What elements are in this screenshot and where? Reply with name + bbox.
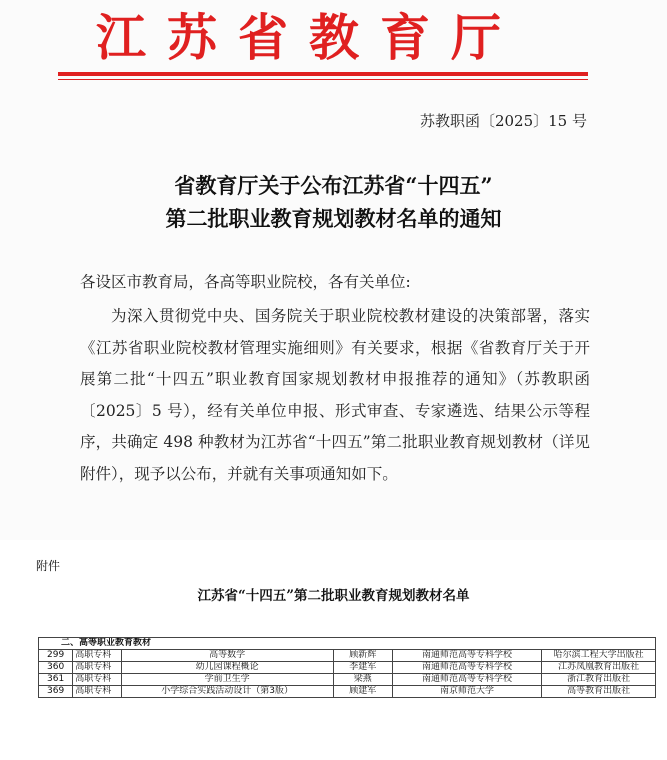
textbook-title: 幼儿园课程概论 <box>121 662 333 674</box>
notice-title-line-2: 第二批职业教育规划教材名单的通知 <box>165 206 502 231</box>
publisher: 高等教育出版社 <box>542 686 656 698</box>
education-level: 高职专科 <box>73 686 122 698</box>
chief-editor: 顾新辉 <box>333 650 392 662</box>
notice-title-line-1: 省教育厅关于公布江苏省“十四五” <box>174 173 493 198</box>
chief-editor: 梁燕 <box>333 674 392 686</box>
publisher: 浙江教育出版社 <box>542 674 656 686</box>
red-divider-thick <box>58 72 588 76</box>
document-number: 苏教职函〔2025〕15 号 <box>419 112 587 130</box>
row-number: 361 <box>39 674 73 686</box>
attachment-label: 附件 <box>36 559 61 573</box>
publisher: 江苏凤凰教育出版社 <box>542 662 656 674</box>
row-number: 360 <box>39 662 73 674</box>
row-number: 299 <box>39 650 73 662</box>
table-row <box>39 650 656 662</box>
textbook-title: 学前卫生学 <box>121 674 333 686</box>
section-header-row <box>39 638 656 650</box>
salutation: 各设区市教育局，各高等职业院校，各有关单位: <box>80 273 411 291</box>
table-row <box>39 662 656 674</box>
row-number: 369 <box>39 686 73 698</box>
institution: 南京师范大学 <box>392 686 541 698</box>
chief-editor: 顾建军 <box>333 686 392 698</box>
org-name: 江苏省教育厅 <box>96 8 522 67</box>
institution: 南通师范高等专科学校 <box>392 650 541 662</box>
section-title: 二、高等职业教育教材 <box>39 638 656 650</box>
institution: 南通师范高等专科学校 <box>392 662 541 674</box>
attachment-title: 江苏省“十四五”第二批职业教育规划教材名单 <box>197 588 470 604</box>
textbook-list-table <box>38 637 656 698</box>
red-divider-thin <box>58 79 588 80</box>
education-level: 高职专科 <box>73 662 122 674</box>
education-level: 高职专科 <box>73 674 122 686</box>
institution: 南通师范高等专科学校 <box>392 674 541 686</box>
textbook-title: 高等数学 <box>121 650 333 662</box>
publisher: 哈尔滨工程大学出版社 <box>542 650 656 662</box>
body-paragraph: 为深入贯彻党中央、国务院关于职业院校教材建设的决策部署，落实《江苏省职业院校教材管理实施细则》有关要求，根据《省教育厅关于开展第二批“十四五”职业教育国家规划教材申报推荐的通知》（苏教职函〔2025〕5 号），经有关单位申报、形式审查、专家遴选、结果公示等程序，共确定 498 种教材为江苏省“十四五”第二批职业教育规划教材（详见附件），现予以公布，并就有关事项通知如下。 <box>80 307 590 483</box>
table-row <box>39 674 656 686</box>
education-level: 高职专科 <box>73 650 122 662</box>
textbook-title: 小学综合实践活动设计（第3版） <box>121 686 333 698</box>
table-row <box>39 686 656 698</box>
chief-editor: 李建军 <box>333 662 392 674</box>
